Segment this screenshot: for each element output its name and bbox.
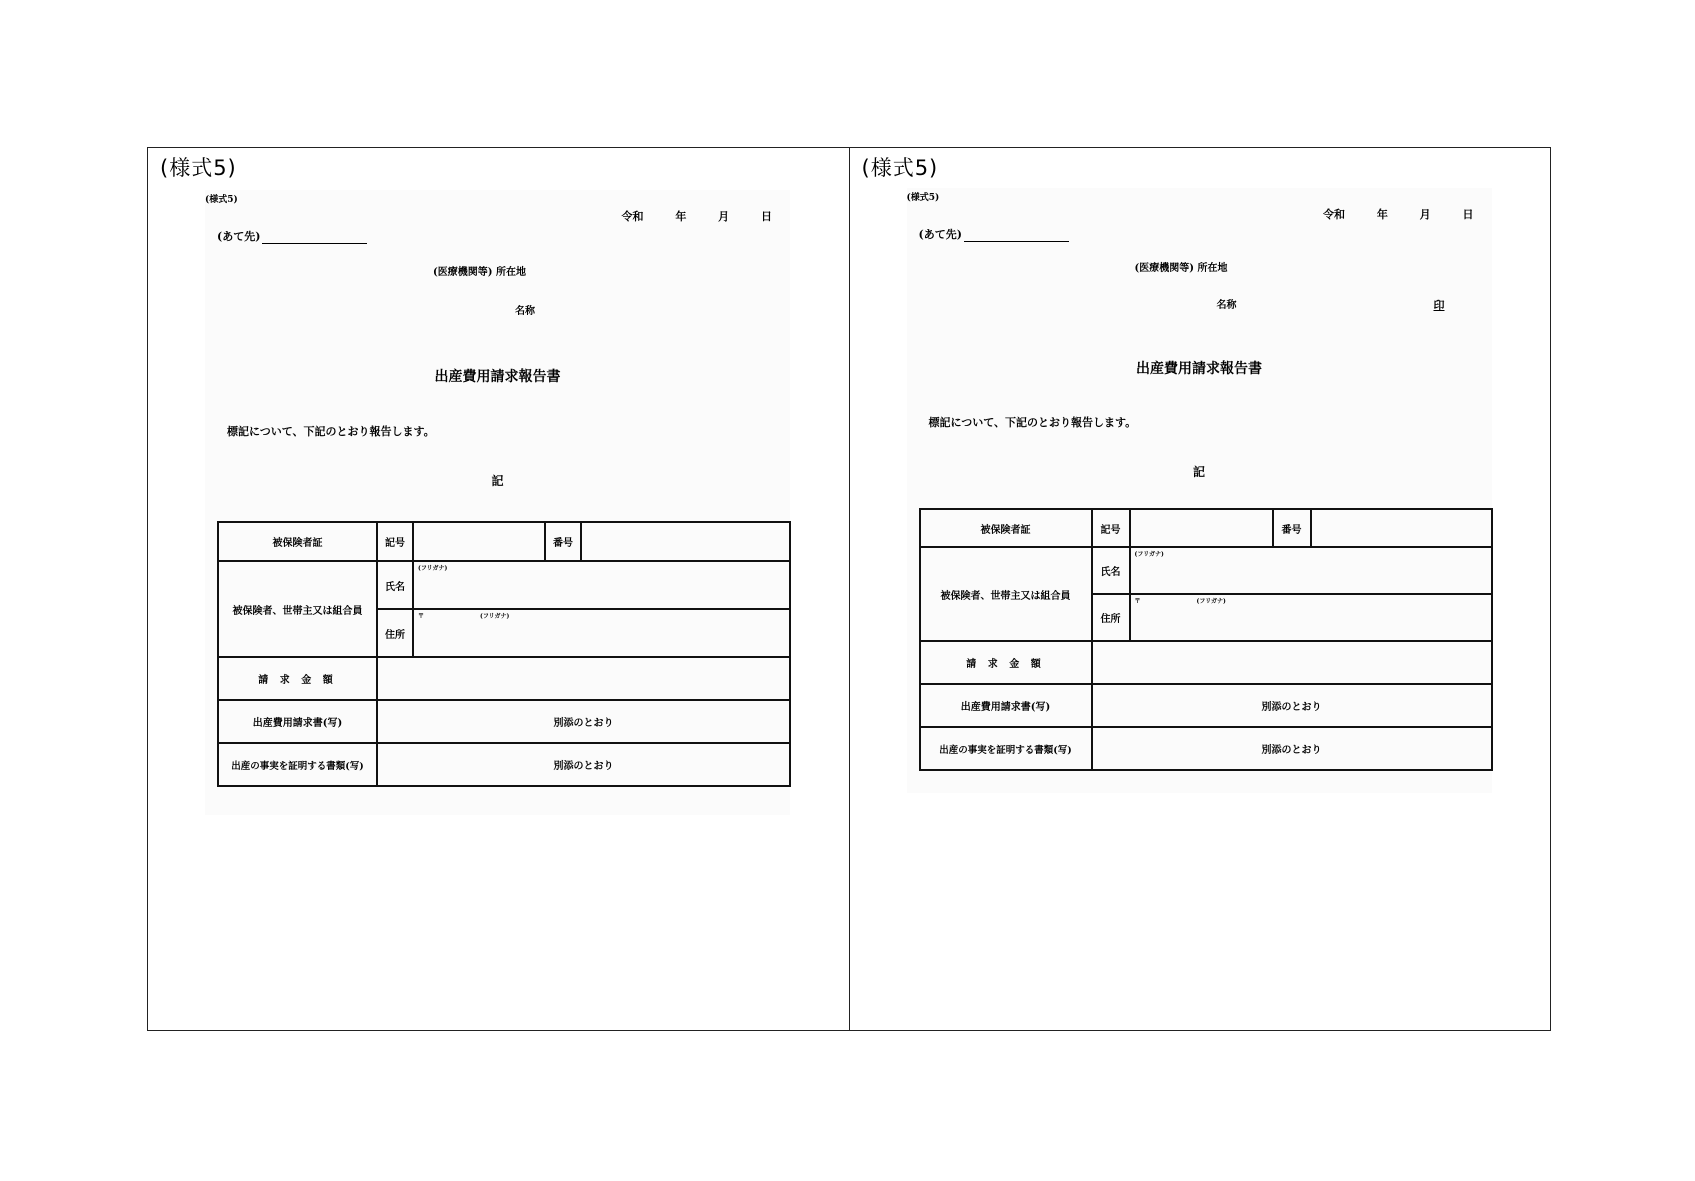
- claim-amount-label: 請 求 金 額: [218, 657, 377, 700]
- table-row: [920, 684, 1492, 727]
- form-label: (様式5): [906, 193, 940, 203]
- address-value: [413, 609, 790, 657]
- symbol-value: [1130, 509, 1273, 547]
- insured-person-label: 被保険者、世帯主又は組合員: [218, 561, 377, 657]
- symbol-value: [413, 522, 545, 561]
- furigana-label: (フリガナ): [418, 565, 448, 572]
- as-attached-text: 別添のとおり: [1092, 727, 1492, 770]
- report-table: [217, 521, 791, 787]
- number-value: [1311, 509, 1492, 547]
- addressee-label: (あて先): [217, 230, 261, 243]
- panel-before: [148, 148, 849, 1030]
- form-title: 出産費用請求報告書: [434, 369, 561, 385]
- table-row: [218, 743, 790, 786]
- postal-mark: 〒: [418, 613, 425, 620]
- name-value: [1130, 547, 1492, 594]
- table-row: [218, 561, 790, 609]
- panel-after: [849, 148, 1551, 1030]
- insured-person-label: 被保険者、世帯主又は組合員: [920, 547, 1092, 641]
- table-row: [920, 641, 1492, 684]
- addressee-line: [964, 231, 1069, 242]
- birth-cost-invoice-label: 出産費用請求書(写): [218, 700, 377, 743]
- address-value: [1130, 594, 1492, 641]
- form-ki: 記: [1192, 465, 1205, 479]
- addressee: [919, 226, 1069, 242]
- date-line: 令和 年 月 日: [1323, 208, 1474, 221]
- as-attached-text: 別添のとおり: [377, 700, 790, 743]
- as-attached-text: 別添のとおり: [377, 743, 790, 786]
- report-table: [919, 508, 1493, 771]
- panel-label: (様式5): [160, 156, 237, 180]
- symbol-label: 記号: [377, 522, 413, 561]
- insurance-card-label: 被保険者証: [218, 522, 377, 561]
- address-label: 住所: [1092, 594, 1130, 641]
- form-image: [205, 190, 790, 815]
- name-label: 氏名: [377, 561, 413, 609]
- form-title: 出産費用請求報告書: [1136, 361, 1262, 377]
- birth-fact-document-label: 出産の事実を証明する書類(写): [218, 743, 377, 786]
- birth-fact-document-label: 出産の事実を証明する書類(写): [920, 727, 1092, 770]
- comparison-frame: [147, 147, 1551, 1031]
- form-label: (様式5): [205, 195, 238, 205]
- furigana-label: (フリガナ): [480, 613, 510, 620]
- symbol-label: 記号: [1092, 509, 1130, 547]
- number-value: [581, 522, 790, 561]
- table-row: [920, 509, 1492, 547]
- institution-name: 名称: [515, 306, 535, 317]
- date-line: 令和 年 月 日: [621, 210, 772, 223]
- table-row: [218, 657, 790, 700]
- form-image: [907, 188, 1492, 793]
- number-label: 番号: [545, 522, 581, 561]
- insurance-card-label: 被保険者証: [920, 509, 1092, 547]
- address-label: 住所: [377, 609, 413, 657]
- claim-amount-value: [1092, 641, 1492, 684]
- addressee-line: [262, 233, 367, 244]
- addressee: [217, 228, 367, 244]
- institution-name: 名称: [1216, 300, 1237, 311]
- table-row: [920, 547, 1492, 594]
- form-intro: 標記について、下記のとおり報告します。: [928, 416, 1137, 429]
- postal-mark: 〒: [1134, 598, 1141, 605]
- name-label: 氏名: [1092, 547, 1130, 594]
- table-row: [218, 522, 790, 561]
- furigana-label: (フリガナ): [1134, 551, 1164, 558]
- as-attached-text: 別添のとおり: [1092, 684, 1492, 727]
- institution-address: (医療機関等) 所在地: [433, 267, 526, 278]
- birth-cost-invoice-label: 出産費用請求書(写): [920, 684, 1092, 727]
- claim-amount-label: 請 求 金 額: [920, 641, 1092, 684]
- claim-amount-value: [377, 657, 790, 700]
- furigana-label: (フリガナ): [1196, 598, 1226, 605]
- panel-label: (様式5): [861, 156, 939, 180]
- addressee-label: (あて先): [918, 228, 962, 241]
- number-label: 番号: [1273, 509, 1311, 547]
- form-ki: 記: [491, 474, 504, 488]
- form-intro: 標記について、下記のとおり報告します。: [227, 425, 435, 438]
- seal-mark: 印: [1433, 299, 1445, 312]
- institution-address: (医療機関等) 所在地: [1134, 263, 1228, 274]
- table-row: [920, 727, 1492, 770]
- name-value: [413, 561, 790, 609]
- table-row: [218, 700, 790, 743]
